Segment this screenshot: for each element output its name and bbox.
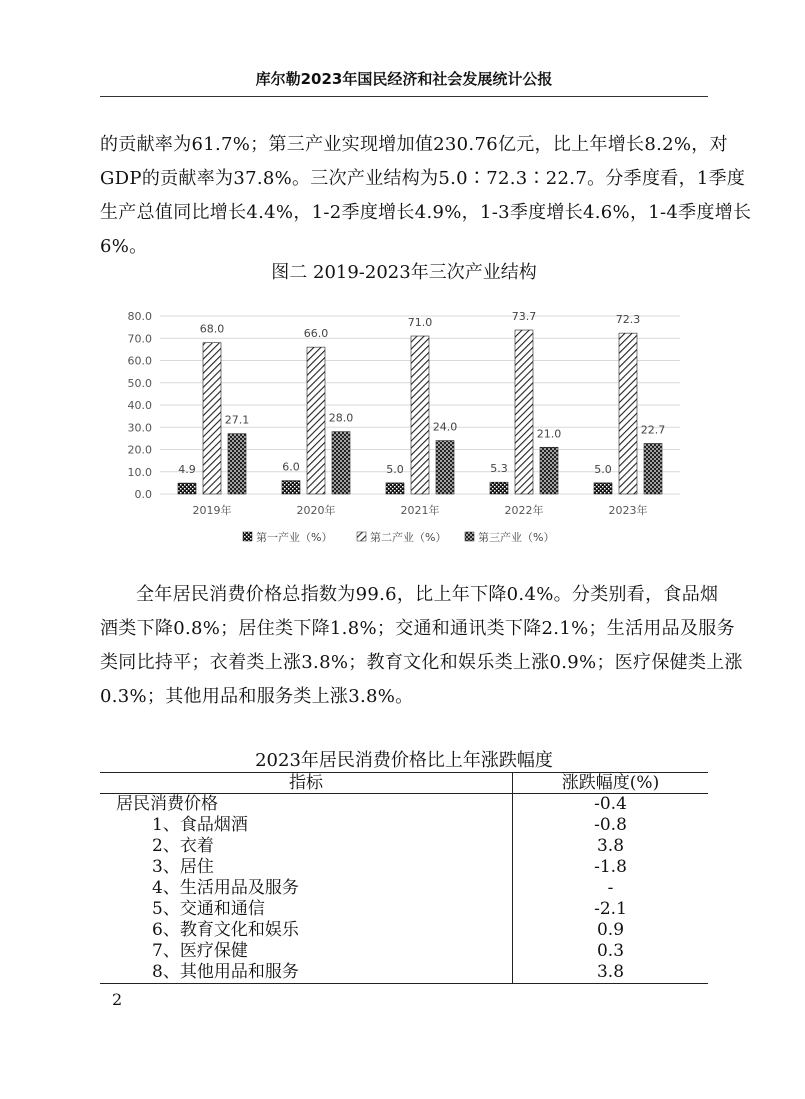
change-value-cell: 3.8 xyxy=(513,962,709,984)
bar-1 xyxy=(386,483,404,494)
table-row xyxy=(100,899,708,920)
header-divider xyxy=(100,96,708,97)
x-tick-label: 2020年 xyxy=(296,504,336,517)
data-label: 21.0 xyxy=(536,427,562,441)
paragraph-line: 6%。 xyxy=(100,236,148,257)
y-tick-label: 50.0 xyxy=(127,376,152,390)
legend-swatch xyxy=(357,532,366,541)
change-value-cell: -2.1 xyxy=(594,899,627,919)
indicator-cell: 7、医疗保健 xyxy=(100,941,513,962)
paragraph-line: 的贡献率为61.7%；第三产业实现增加值230.76亿元，比上年增长8.2%，对 xyxy=(100,134,728,155)
change-value-cell: -0.4 xyxy=(594,794,627,814)
change-value-cell: 3.8 xyxy=(596,836,625,856)
data-label: 71.0 xyxy=(407,316,433,330)
data-label: 28.0 xyxy=(328,411,354,425)
bar-3 xyxy=(332,432,350,494)
page-number: 2 xyxy=(112,990,123,1009)
y-tick-label: 70.0 xyxy=(127,332,152,346)
bar-1 xyxy=(594,483,612,494)
indicator-cell: 4、生活用品及服务 xyxy=(100,878,513,899)
paragraph-line: 类同比持平；衣着类上涨3.8%；教育文化和娱乐类上涨0.9%；医疗保健类上涨 xyxy=(100,652,743,673)
bar-3 xyxy=(436,441,454,494)
y-tick-label: 60.0 xyxy=(127,354,152,368)
table-row xyxy=(100,962,708,984)
x-tick-label: 2022年 xyxy=(504,504,544,517)
bar-1 xyxy=(490,482,508,494)
y-axis-ticks xyxy=(128,310,153,501)
bar-1 xyxy=(282,481,300,494)
x-tick-label: 2019年 xyxy=(192,504,232,517)
industry-structure-chart xyxy=(120,300,690,560)
table-row xyxy=(100,878,708,899)
bar-3 xyxy=(540,447,558,494)
x-axis-ticks xyxy=(193,503,648,517)
data-label: 24.0 xyxy=(432,420,458,434)
y-tick-label: 80.0 xyxy=(127,310,152,323)
table-row xyxy=(100,857,708,878)
legend-swatch xyxy=(465,532,474,541)
paragraph-line: GDP的贡献率为37.8%。三次产业结构为5.0∶72.3∶22.7。分季度看，1季度 xyxy=(100,168,746,189)
bar-1 xyxy=(178,483,196,494)
bar-3 xyxy=(228,434,246,494)
table-title: 2023年居民消费价格比上年涨跌幅度 xyxy=(255,750,553,771)
bar-2 xyxy=(411,336,429,494)
indicator-cell: 居民消费价格 xyxy=(100,794,513,816)
indicator-cell: 8、其他用品和服务 xyxy=(100,962,513,984)
data-label: 4.9 xyxy=(178,463,196,477)
y-tick-label: 20.0 xyxy=(127,443,152,457)
change-value-cell: -1.8 xyxy=(594,857,627,877)
data-label: 68.0 xyxy=(199,322,225,336)
bar-2 xyxy=(307,347,325,494)
indicator-cell: 6、教育文化和娱乐 xyxy=(100,920,513,941)
legend-label: 第一产业（%） xyxy=(256,531,333,544)
data-label: 27.1 xyxy=(224,413,250,427)
y-tick-label: 0.0 xyxy=(134,488,152,501)
data-label: 22.7 xyxy=(640,423,666,437)
y-tick-label: 40.0 xyxy=(127,399,152,412)
table-row xyxy=(100,920,708,941)
data-label: 73.7 xyxy=(511,310,537,324)
chart-legend xyxy=(243,530,554,544)
paragraph-line: 0.3%；其他用品和服务类上涨3.8%。 xyxy=(100,686,414,707)
column-header-change: 涨跌幅度(%) xyxy=(513,773,709,794)
table-row xyxy=(100,941,708,962)
change-value-cell: -0.8 xyxy=(594,815,627,835)
change-value-cell: 0.9 xyxy=(596,920,625,940)
figure-title: 图二 2019-2023年三次产业结构 xyxy=(271,262,537,283)
indicator-cell: 5、交通和通信 xyxy=(100,899,513,920)
y-tick-label: 30.0 xyxy=(127,421,152,435)
data-label: 66.0 xyxy=(303,327,329,341)
legend-swatch xyxy=(243,532,252,541)
paragraph-line: 全年居民消费价格总指数为99.6，比上年下降0.4%。分类别看，食品烟 xyxy=(136,584,719,605)
bar-2 xyxy=(515,330,533,494)
indicator-cell: 1、食品烟酒 xyxy=(100,815,513,836)
data-label: 72.3 xyxy=(615,313,641,327)
indicator-cell: 2、衣着 xyxy=(100,836,513,857)
data-label: 5.0 xyxy=(594,462,612,476)
paragraph-line: 生产总值同比增长4.4%，1-2季度增长4.9%，1-3季度增长4.6%，1-4季度增长 xyxy=(100,202,752,223)
data-label: 6.0 xyxy=(282,460,300,474)
cpi-table xyxy=(100,772,708,984)
paragraph-gdp-contribution xyxy=(100,128,752,264)
y-tick-label: 10.0 xyxy=(127,465,152,479)
bar-3 xyxy=(644,443,662,494)
change-value-cell: 0.3 xyxy=(596,941,625,961)
indicator-cell: 3、居住 xyxy=(100,857,513,878)
change-value-cell: - xyxy=(607,878,614,898)
table-header-row xyxy=(100,773,708,794)
legend-label: 第二产业（%） xyxy=(370,531,447,544)
table-row xyxy=(100,794,708,816)
chart-bars xyxy=(178,330,662,494)
bar-2 xyxy=(619,333,637,494)
paragraph-cpi xyxy=(100,578,743,714)
bar-2 xyxy=(203,343,221,494)
data-label: 5.3 xyxy=(490,462,508,476)
x-tick-label: 2021年 xyxy=(400,504,440,517)
paragraph-line: 酒类下降0.8%；居住类下降1.8%；交通和通讯类下降2.1%；生活用品及服务 xyxy=(100,618,735,639)
page-header-title: 库尔勒2023年国民经济和社会发展统计公报 xyxy=(255,70,553,88)
table-row xyxy=(100,836,708,857)
legend-label: 第三产业（%） xyxy=(478,531,555,544)
data-label: 5.0 xyxy=(386,462,404,476)
table-row xyxy=(100,815,708,836)
column-header-indicator: 指标 xyxy=(100,773,513,794)
x-tick-label: 2023年 xyxy=(608,504,648,517)
